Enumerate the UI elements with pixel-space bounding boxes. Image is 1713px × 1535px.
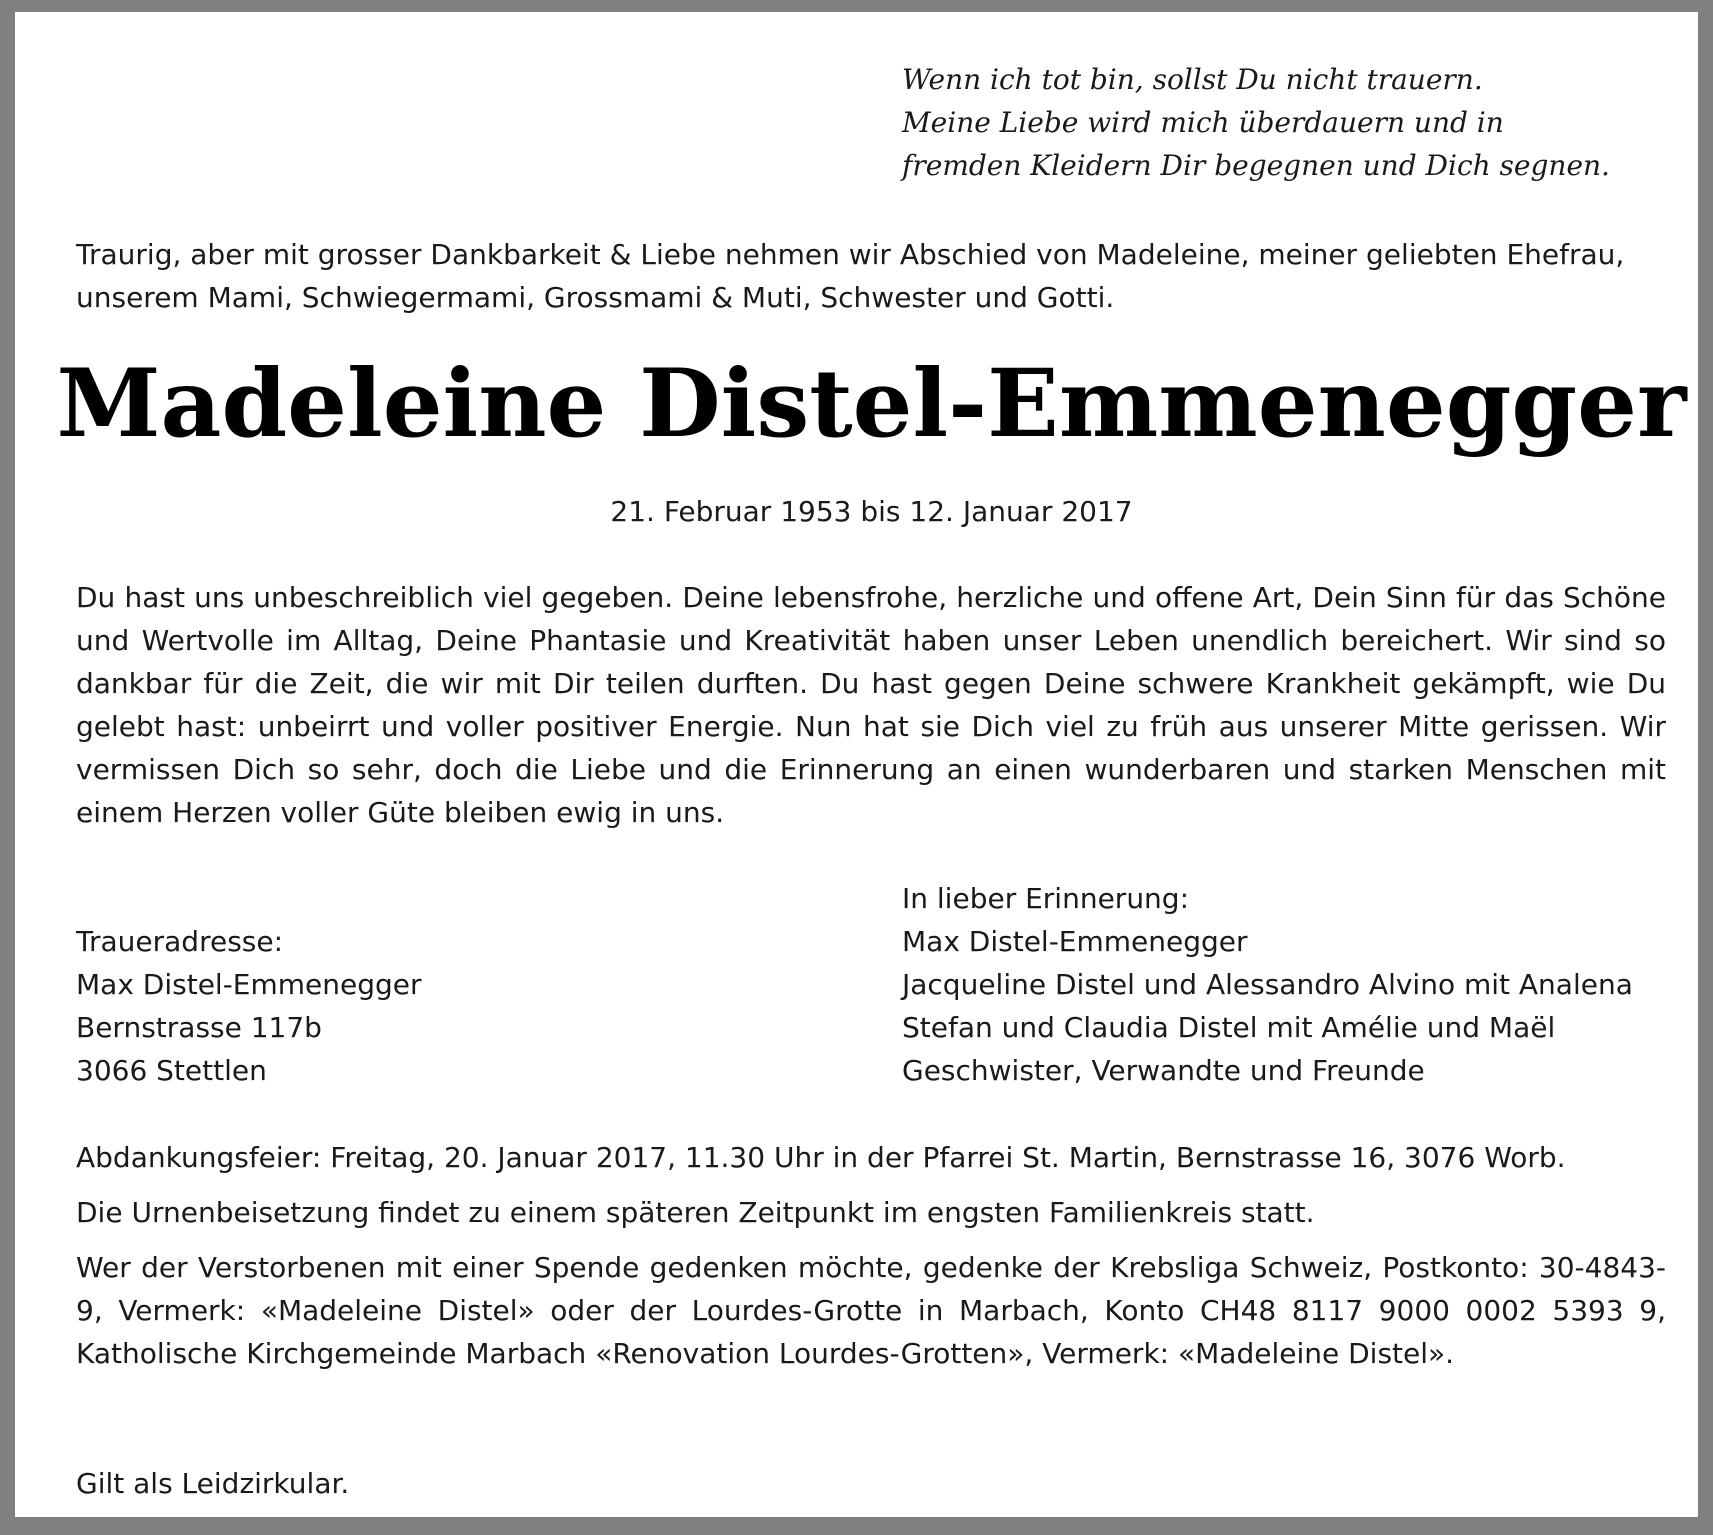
poem-line: Wenn ich tot bin, sollst Du nicht trauern. <box>902 63 1483 96</box>
mourning-address-city: 3066 Stettlen <box>76 1054 267 1087</box>
closing-note: Gilt als Leidzirkular. <box>76 1467 350 1500</box>
in-memory-line: Jacqueline Distel und Alessandro Alvino mit Analena <box>902 968 1633 1001</box>
service-info: Abdankungsfeier: Freitag, 20. Januar 2017, 11.30 Uhr in der Pfarrei St. Martin, Bernstrasse 16, 3076 Worb. <box>76 1141 1566 1174</box>
in-memory-line: Stefan und Claudia Distel mit Amélie und Maël <box>902 1011 1556 1044</box>
mourning-address-name: Max Distel-Emmenegger <box>76 968 422 1001</box>
poem-line: Meine Liebe wird mich überdauern und in <box>902 106 1504 139</box>
poem-line: fremden Kleidern Dir begegnen und Dich segnen. <box>902 149 1610 182</box>
life-dates: 21. Februar 1953 bis 12. Januar 2017 <box>610 495 1133 528</box>
urn-info: Die Urnenbeisetzung findet zu einem späteren Zeitpunkt im engsten Familienkreis statt. <box>76 1196 1315 1229</box>
mourning-address-street: Bernstrasse 117b <box>76 1011 322 1044</box>
in-memory-label: In lieber Erinnerung: <box>902 882 1190 915</box>
in-memory-line: Max Distel-Emmenegger <box>902 925 1248 958</box>
tribute-paragraph: Du hast uns unbeschreiblich viel gegeben. Deine lebensfrohe, herzliche und offene Art, Dein Sinn für das Schöne und Wertvolle im Alltag, Deine Phantasie und Kreativität haben unser Leben unendlich bereichert. Wir sind so dankbar für die Zeit, die wir mit Dir teilen durften. Du hast gegen Deine schwere Krankheit gekämpft, wie Du gelebt hast: unbeirrt und voller positiver Energie. Nun hat sie Dich viel zu früh aus unserer Mitte gerissen. Wir vermissen Dich so sehr, doch die Liebe und die Erinnerung an einen wunderbaren und starken Menschen mit einem Herzen voller Güte bleiben ewig in uns. <box>76 581 1666 829</box>
poem-quote <box>902 58 1610 187</box>
mourning-address <box>76 920 422 1092</box>
in-memory-block <box>902 877 1633 1092</box>
intro-paragraph: Traurig, aber mit grosser Dankbarkeit & Liebe nehmen wir Abschied von Madeleine, meiner geliebten Ehefrau, unserem Mami, Schwiegermami, Grossmami & Muti, Schwester und Gotti. <box>76 238 1625 314</box>
deceased-name: Madeleine Distel-Emmenegger <box>56 349 1687 459</box>
in-memory-line: Geschwister, Verwandte und Freunde <box>902 1054 1425 1087</box>
mourning-address-label: Traueradresse: <box>76 925 284 958</box>
donation-info: Wer der Verstorbenen mit einer Spende gedenken möchte, gedenke der Krebsliga Schweiz, Postkonto: 30-4843-9, Vermerk: «Madeleine Distel» oder der Lourdes-Grotte in Marbach, Konto CH48 8117 9000 0002 5393 9, Katholische Kirchgemeinde Marbach «Renovation Lourdes-Grotten», Vermerk: «Madeleine Distel». <box>76 1251 1666 1370</box>
